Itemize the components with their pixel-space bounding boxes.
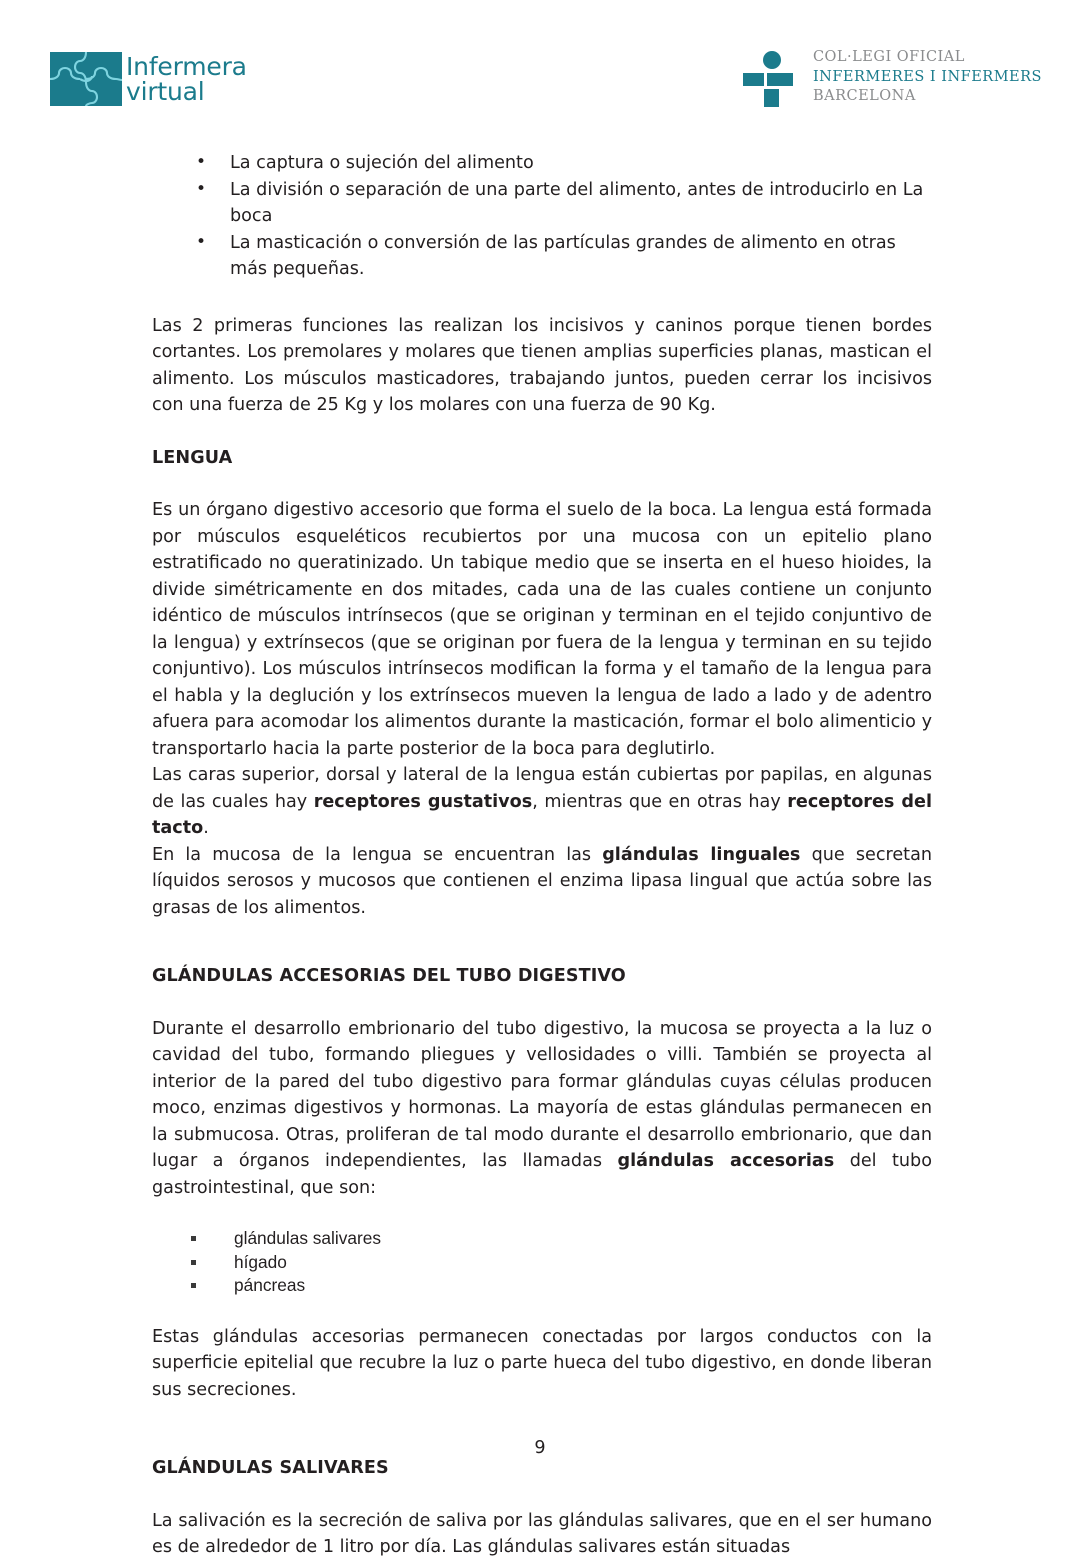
col-legi-line-1: COL·LEGI OFICIAL xyxy=(812,49,965,65)
paragraph-salivacion: La salivación es la secreción de saliva por las glándulas salivares, que en el ser humano es de alrededor de 1 litro por día. Las glándulas salivares están situadas xyxy=(152,1510,932,1557)
text-run: En la mucosa de la lengua se encuentran las xyxy=(152,844,603,865)
infermera-virtual-logo xyxy=(50,52,247,106)
spacer xyxy=(152,1298,932,1324)
glandulas-accesorias-list xyxy=(152,1227,932,1298)
heading-glandulas-accesorias: GLÁNDULAS ACCESORIAS DEL TUBO DIGESTIVO xyxy=(152,966,626,986)
list-item: hígado xyxy=(152,1251,932,1275)
spacer xyxy=(152,419,932,445)
list-item: glándulas salivares xyxy=(152,1227,932,1251)
list-item: páncreas xyxy=(152,1274,932,1298)
spacer xyxy=(152,1482,932,1508)
document-body xyxy=(152,150,932,1561)
logo-line-1: Infermera xyxy=(126,52,247,81)
logo-line-2: virtual xyxy=(126,77,205,106)
bold-glandulas-accesorias: glándulas accesorias xyxy=(617,1151,835,1171)
text-run: Las caras superior, dorsal y lateral de la lengua están cubiertas por papilas, en algunas de las cuales hay xyxy=(152,765,932,812)
nurse-cross-figure-icon xyxy=(743,48,801,108)
col-legi-oficial-logo xyxy=(743,48,1042,108)
col-legi-wordmark xyxy=(813,48,1042,107)
paragraph-lengua-3 xyxy=(152,842,932,922)
col-legi-line-3: BARCELONA xyxy=(812,88,916,104)
text-run: que secretan líquidos serosos y mucosos que contienen el enzima lipasa lingual que actúa sobre las grasas de los alimentos. xyxy=(152,844,933,918)
text-run: . xyxy=(203,818,209,838)
paragraph-funciones: Las 2 primeras funciones las realizan los incisivos y caninos porque tienen bordes cortantes. Los premolares y molares que tienen amplias superficies planas, mastican el alimento. Los músculos masticadores, trabajando juntos, pueden cerrar los incisivos con una fuerza de 25 Kg y los molares con una fuerza de 90 Kg. xyxy=(152,315,932,415)
spacer xyxy=(152,921,932,963)
paragraph-conductos: Estas glándulas accesorias permanecen conectadas por largos conductos con la superficie epitelial que recubre la luz o parte hueca del tubo digestivo, en donde liberan sus secreciones. xyxy=(152,1326,932,1400)
page-number: 9 xyxy=(534,1438,546,1458)
bold-receptores-gustativos: receptores gustativos xyxy=(313,791,533,812)
list-item: • La división o separación de una parte del alimento, antes de introducirlo en La boca xyxy=(152,177,932,230)
spacer xyxy=(152,1201,932,1227)
text-run: Durante el desarrollo embrionario del tubo digestivo, la mucosa se proyecta a la luz o cavidad del tubo, formando pliegues y vellosidades o villi. También se proyecta al interior de la pared del tubo digestivo para formar glándulas cuyas células producen moco, enzimas digestivos y hormonas. La mayoría de estas glándulas permanecen en la submucosa. Otras, proliferan de tal modo durante el desarrollo embrionario, que dan lugar a órganos independientes, las llamadas xyxy=(152,1018,932,1171)
list-item: • La masticación o conversión de las partículas grandes de alimento en otras más pequeñas. xyxy=(152,230,932,283)
paragraph-lengua-2 xyxy=(152,762,932,842)
masticacion-functions-list xyxy=(152,150,932,283)
page-footer xyxy=(0,1438,1080,1458)
col-legi-line-2: INFERMERES I INFERMERS xyxy=(812,68,1042,85)
spacer xyxy=(152,990,932,1016)
text-run: , mientras que en otras hay xyxy=(532,791,788,812)
text-run: del tubo gastrointestinal, que son: xyxy=(152,1151,932,1198)
paragraph-glandulas-accesorias xyxy=(152,1016,932,1202)
spacer xyxy=(152,471,932,497)
paragraph-lengua-1: Es un órgano digestivo accesorio que forma el suelo de la boca. La lengua está formada por músculos esqueléticos recubiertos por una mucosa con un epitelio plano estratificado no queratinizado. Un tabique medio que se inserta en el hueso hioides, la divide simétricamente en dos mitades, cada una de las cuales contiene un conjunto idéntico de músculos intrínsecos (que se originan y terminan en el tejido conjuntivo de la lengua) y extrínsecos (que se originan por fuera de la lengua y terminan en su tejido conjuntivo). Los músculos intrínsecos modifican la forma y el tamaño de la lengua para el habla y la deglución y los extrínsecos mueven la lengua de lado a lado y de adentro afuera para acomodar los alimentos durante la masticación, formar el bolo alimenticio y transportarlo hacia la parte posterior de la boca para deglutirlo. xyxy=(152,500,932,759)
page-header xyxy=(0,0,1080,130)
spacer xyxy=(152,283,932,313)
list-item: • La captura o sujeción del alimento xyxy=(152,150,932,177)
infermera-virtual-wordmark xyxy=(126,54,247,104)
bold-receptores-del-tacto: receptores del tacto xyxy=(152,791,932,838)
bold-glandulas-linguales: glándulas linguales xyxy=(602,844,801,865)
heading-glandulas-salivares: GLÁNDULAS SALIVARES xyxy=(152,1458,389,1478)
puzzle-pieces-icon xyxy=(50,52,122,106)
heading-lengua: LENGUA xyxy=(152,447,233,468)
